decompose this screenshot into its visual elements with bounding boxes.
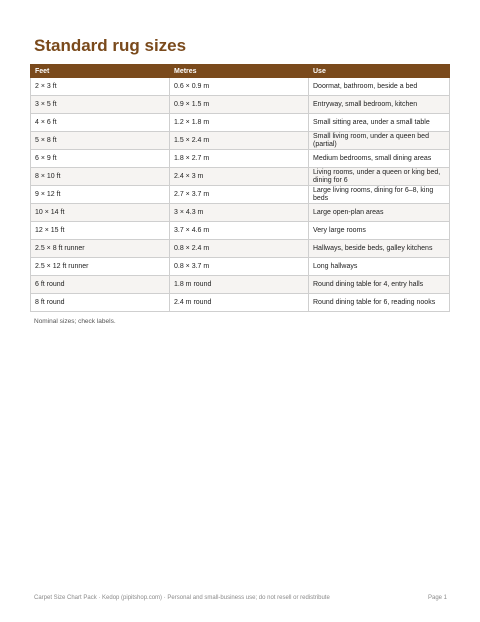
cell-use: Small sitting area, under a small table [309, 114, 450, 132]
page-title: Standard rug sizes [34, 36, 187, 55]
cell-feet: 2 × 3 ft [31, 78, 170, 96]
cell-feet: 8 ft round [31, 294, 170, 312]
column-header-feet: Feet [31, 65, 170, 78]
cell-use: Hallways, beside beds, galley kitchens [309, 240, 450, 258]
cell-metres: 0.6 × 0.9 m [170, 78, 309, 96]
table-row [31, 78, 450, 96]
cell-feet: 2.5 × 12 ft runner [31, 258, 170, 276]
table-row [31, 96, 450, 114]
cell-use: Long hallways [309, 258, 450, 276]
table-row [31, 114, 450, 132]
cell-metres: 3 × 4.3 m [170, 204, 309, 222]
cell-use: Small living room, under a queen bed (partial) [309, 132, 450, 150]
footer-credit: Carpet Size Chart Pack · Kedop (pipitshop.com) · Personal and small-business use; do not resell or redistribute [34, 595, 330, 601]
table-row [31, 132, 450, 150]
cell-metres: 1.8 × 2.7 m [170, 150, 309, 168]
cell-feet: 10 × 14 ft [31, 204, 170, 222]
cell-metres: 0.9 × 1.5 m [170, 96, 309, 114]
cell-metres: 2.4 × 3 m [170, 168, 309, 186]
table-row [31, 276, 450, 294]
cell-feet: 8 × 10 ft [31, 168, 170, 186]
cell-use: Round dining table for 6, reading nooks [309, 294, 450, 312]
cell-feet: 5 × 8 ft [31, 132, 170, 150]
cell-feet: 6 × 9 ft [31, 150, 170, 168]
cell-feet: 12 × 15 ft [31, 222, 170, 240]
table-note: Nominal sizes; check labels. [34, 318, 116, 325]
cell-feet: 4 × 6 ft [31, 114, 170, 132]
cell-feet: 9 × 12 ft [31, 186, 170, 204]
table-header-row [31, 65, 450, 78]
cell-feet: 6 ft round [31, 276, 170, 294]
cell-metres: 0.8 × 2.4 m [170, 240, 309, 258]
table-row [31, 204, 450, 222]
cell-metres: 3.7 × 4.6 m [170, 222, 309, 240]
cell-metres: 1.2 × 1.8 m [170, 114, 309, 132]
cell-feet: 3 × 5 ft [31, 96, 170, 114]
cell-metres: 2.4 m round [170, 294, 309, 312]
column-header-use: Use [309, 65, 450, 78]
cell-metres: 1.5 × 2.4 m [170, 132, 309, 150]
table-row [31, 240, 450, 258]
cell-use: Medium bedrooms, small dining areas [309, 150, 450, 168]
table-row [31, 186, 450, 204]
table-row [31, 168, 450, 186]
table-row [31, 222, 450, 240]
cell-metres: 2.7 × 3.7 m [170, 186, 309, 204]
cell-use: Large living rooms, dining for 6–8, king beds [309, 186, 450, 204]
cell-use: Living rooms, under a queen or king bed, dining for 6 [309, 168, 450, 186]
cell-use: Doormat, bathroom, beside a bed [309, 78, 450, 96]
cell-use: Round dining table for 4, entry halls [309, 276, 450, 294]
table-row [31, 258, 450, 276]
rug-size-table [30, 64, 450, 312]
table-body [31, 78, 450, 312]
cell-metres: 0.8 × 3.7 m [170, 258, 309, 276]
cell-use: Large open-plan areas [309, 204, 450, 222]
cell-feet: 2.5 × 8 ft runner [31, 240, 170, 258]
cell-metres: 1.8 m round [170, 276, 309, 294]
table-row [31, 150, 450, 168]
cell-use: Entryway, small bedroom, kitchen [309, 96, 450, 114]
cell-use: Very large rooms [309, 222, 450, 240]
table-row [31, 294, 450, 312]
page-number: Page 1 [428, 595, 448, 601]
column-header-metres: Metres [170, 65, 309, 78]
